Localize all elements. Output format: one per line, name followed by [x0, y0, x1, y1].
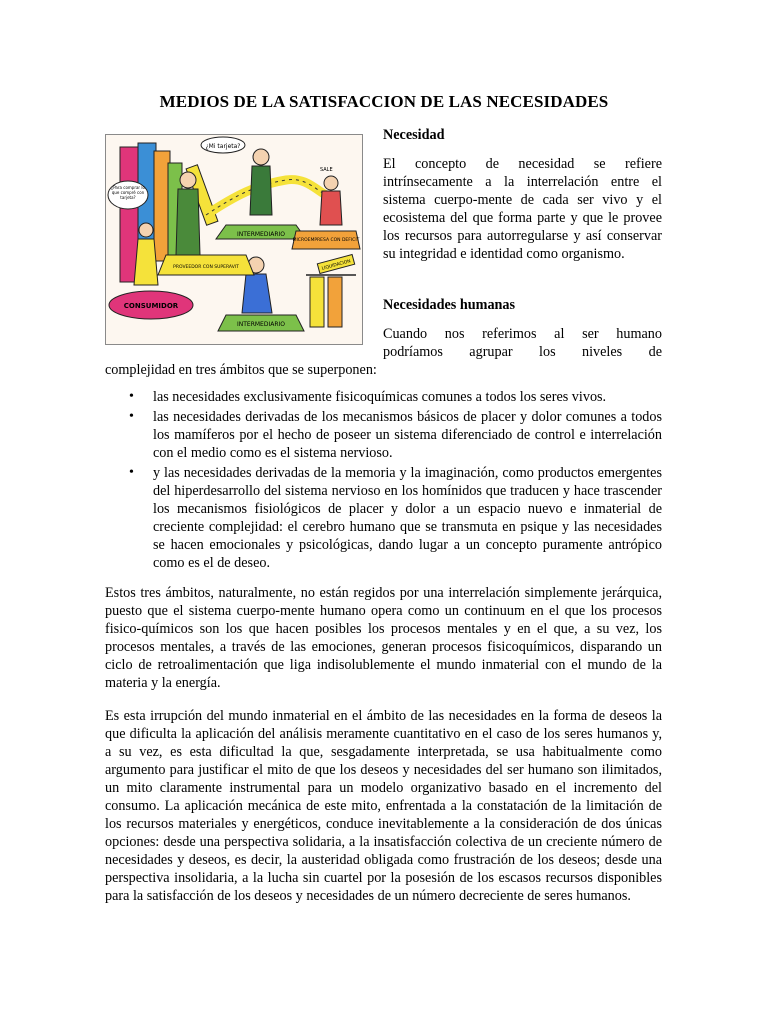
label-sale: SALE — [320, 167, 333, 173]
paragraph-irrupcion-mundo-inmaterial: Es esta irrupción del mundo inmaterial en el ámbito de las necesidades en la forma de deseos la que dificulta la aplicación del análisis meramente cuantitativo en el caso de los seres humanos y, a su vez, es esta dificultad la que, sesgadamente interpretada, se usa habitualmente como argumento para justificar el mito de que los deseos y necesidades del ser humano son ilimitados, un mito claramente instrumental para un modelo organizativo basado en el incremento del consumo. La aplicación mecánica de este mito, enfrentada a la constatación de la limitación de los recursos materiales y energéticos, conduce inevitablemente a la consideración de dos únicas opciones: desde una perspectiva solidaria, a la insatisfacción colectiva de un creciente número de necesidades y deseos, es decir, la austeridad obligada como frustración de los deseos; desde una perspectiva insolidaria, a la lucha sin cuartel por la posesión de los escasos recursos disponibles para la satisfacción de los deseos y necesidades de un número decreciente de seres humanos. — [105, 708, 662, 904]
bullet-item: • y las necesidades derivadas de la memoria y la imaginación, como productos emergentes del hiperdesarrollo del sistema nervioso en los homínidos que traducen y hace trascender los mecanismos fisiológicos de placer y dolor a un espacio nuevo e inmaterial de creciente complejidad: el cerebro humano que se transmuta en psique y las necesidades se hacen emocionales y psicológicas, dando lugar a un concepto puramente antrópico como es el de deseo. — [105, 464, 662, 572]
bubble-text-1: ¿Mi tarjeta? — [205, 143, 241, 150]
bullet-list — [105, 388, 662, 574]
humanas-line-1: Cuando nos referimos al ser humano — [383, 326, 662, 342]
label-microempresa: MICROEMPRESA CON DEFICIT — [292, 238, 360, 243]
cartoon-illustration — [105, 134, 363, 345]
label-proveedor: PROVEEDOR CON SUPERAVIT — [173, 265, 239, 270]
bullet-item: • las necesidades exclusivamente fisicoquímicas comunes a todos los seres vivos. — [105, 388, 662, 406]
necesidad-paragraph: El concepto de necesidad se refiere intrínsecamente a la interrelación entre el sistema cuerpo-mente de cada ser vivo y el ecosistema del que forma parte y que le provee los recursos para autorregularse y así conservar su integridad e identidad como organismo. — [383, 156, 662, 262]
humanas-line-2: podríamos agrupar los niveles de — [383, 344, 662, 360]
bubble-text-2: ¿Para comprar lo que compré con tarjeta? — [111, 185, 145, 200]
humanas-line-3: complejidad en tres ámbitos que se superponen: — [105, 362, 377, 378]
label-consumidor: CONSUMIDOR — [123, 302, 179, 310]
label-liquidacion: LIQUIDACION — [321, 259, 352, 272]
paragraph-estos-tres-ambitos: Estos tres ámbitos, naturalmente, no están regidos por una interrelación simplemente jerárquica, puesto que el sistema cuerpo-mente humano opera como un continuum en el que los procesos fisico-químicos son los que hacen posibles los procesos mentales y en el que, a su vez, los procesos mentales, a través de las emociones, generan procesos fisicoquímicos, disparando un ciclo de retroalimentación que liga indisolublemente el mundo inmaterial con el mundo de la materia y la energía. — [105, 585, 662, 691]
label-intermediario-top: INTERMEDIARIO — [236, 231, 286, 238]
document-title: MEDIOS DE LA SATISFACCION DE LAS NECESIDADES — [159, 92, 609, 111]
heading-necesidad: Necesidad — [383, 127, 445, 143]
consumer-cartoon-drawing — [106, 135, 362, 344]
bullet-item: • las necesidades derivadas de los mecanismos básicos de placer y dolor comunes a todos los mamíferos por el hecho de poseer un sistema diferenciado de control e interrelación con el medio como es el sistema nervioso. — [105, 408, 662, 462]
label-intermediario-bottom: INTERMEDIARIO — [236, 321, 286, 328]
heading-necesidades-humanas: Necesidades humanas — [383, 297, 516, 313]
